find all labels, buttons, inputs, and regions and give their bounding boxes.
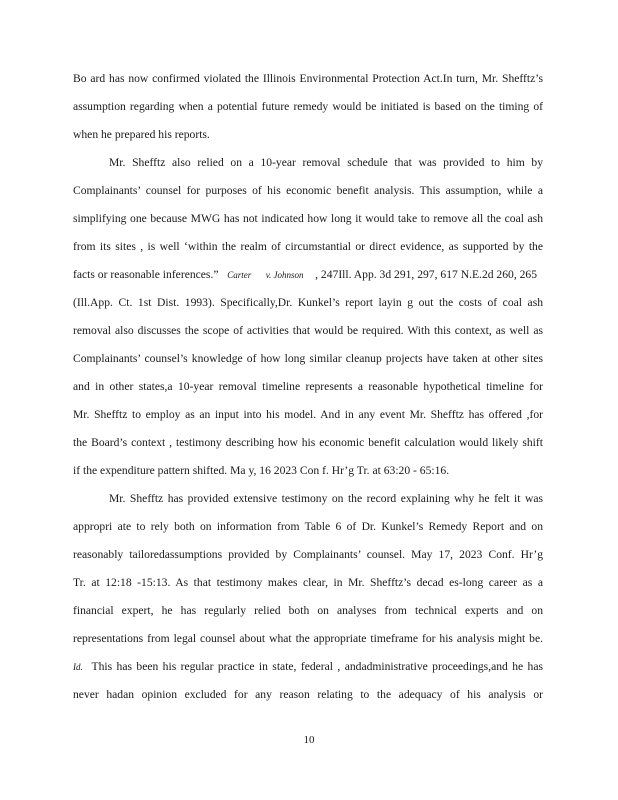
text-line-13: Mr. Shefftz to employ as an input into his model. And in any event Mr. Shefftz has offered ,for bbox=[73, 408, 543, 421]
text-line-8 bbox=[73, 268, 543, 282]
text-line-6: simplifying one because MWG has not indicated how long it would take to remove all the coal ash bbox=[73, 212, 543, 225]
text-line-1: Bo ard has now confirmed violated the Illinois Environmental Protection Act.In turn, Mr. Shefftz’s bbox=[73, 72, 543, 85]
text-line-4: Mr. Shefftz also relied on a 10-year removal schedule that was provided to him by bbox=[109, 156, 543, 169]
text-line-8-prefix: facts or reasonable inferences.” bbox=[73, 268, 219, 281]
text-line-2: assumption regarding when a potential future remedy would be initiated is based on the timing of bbox=[73, 100, 543, 113]
text-line-5: Complainants’ counsel for purposes of his economic benefit analysis. This assumption, while a bbox=[73, 184, 543, 197]
text-line-22-body: This has been his regular practice in state, federal , andadministrative proceedings,and he has bbox=[91, 660, 544, 673]
case-citation-carter: Carter bbox=[227, 270, 252, 280]
text-line-12: and in other states,a 10-year removal timeline represents a reasonable hypothetical timeline for bbox=[73, 380, 543, 393]
text-line-3: when he prepared his reports. bbox=[73, 128, 210, 141]
text-line-14: the Board’s context , testimony describing how his economic benefit calculation would likely shift bbox=[73, 436, 543, 449]
text-line-15: if the expenditure pattern shifted. Ma y, 16 2023 Con f. Hr’g Tr. at 63:20 - 65:16. bbox=[73, 464, 450, 477]
case-citation-johnson: v. Johnson bbox=[265, 270, 304, 280]
text-line-22 bbox=[73, 660, 543, 674]
text-line-20: financial expert, he has regularly relied both on analyses from technical experts and on bbox=[73, 604, 543, 617]
text-line-21: representations from legal counsel about what the appropriate timeframe for his analysis might be. bbox=[73, 632, 543, 645]
text-line-18: reasonably tailoredassumptions provided by Complainants’ counsel. May 17, 2023 Conf. Hr’g bbox=[73, 548, 543, 561]
id-citation: Id. bbox=[73, 662, 83, 672]
text-line-10: removal also discusses the scope of activities that would be required. With this context, as well as bbox=[73, 324, 543, 337]
text-line-9: (Ill.App. Ct. 1st Dist. 1993). Specifically,Dr. Kunkel’s report layin g out the costs of coal ash bbox=[73, 296, 543, 309]
text-line-8-suffix: , 247Ill. App. 3d 291, 297, 617 N.E.2d 260, 265 bbox=[315, 268, 538, 281]
text-line-16: Mr. Shefftz has provided extensive testimony on the record explaining why he felt it was bbox=[109, 492, 543, 505]
text-line-11: Complainants’ counsel’s knowledge of how long similar cleanup projects have taken at other sites bbox=[73, 352, 543, 365]
text-line-17: appropri ate to rely both on information from Table 6 of Dr. Kunkel’s Remedy Report and on bbox=[73, 520, 543, 533]
page-number: 10 bbox=[303, 734, 315, 746]
text-line-23: never hadan opinion excluded for any reason relating to the adequacy of his analysis or bbox=[73, 688, 543, 701]
text-line-7: from its sites , is well ‘within the realm of circumstantial or direct evidence, as supported by the bbox=[73, 240, 543, 253]
text-line-19: Tr. at 12:18 -15:13. As that testimony makes clear, in Mr. Shefftz’s decad es-long career as a bbox=[73, 576, 543, 589]
